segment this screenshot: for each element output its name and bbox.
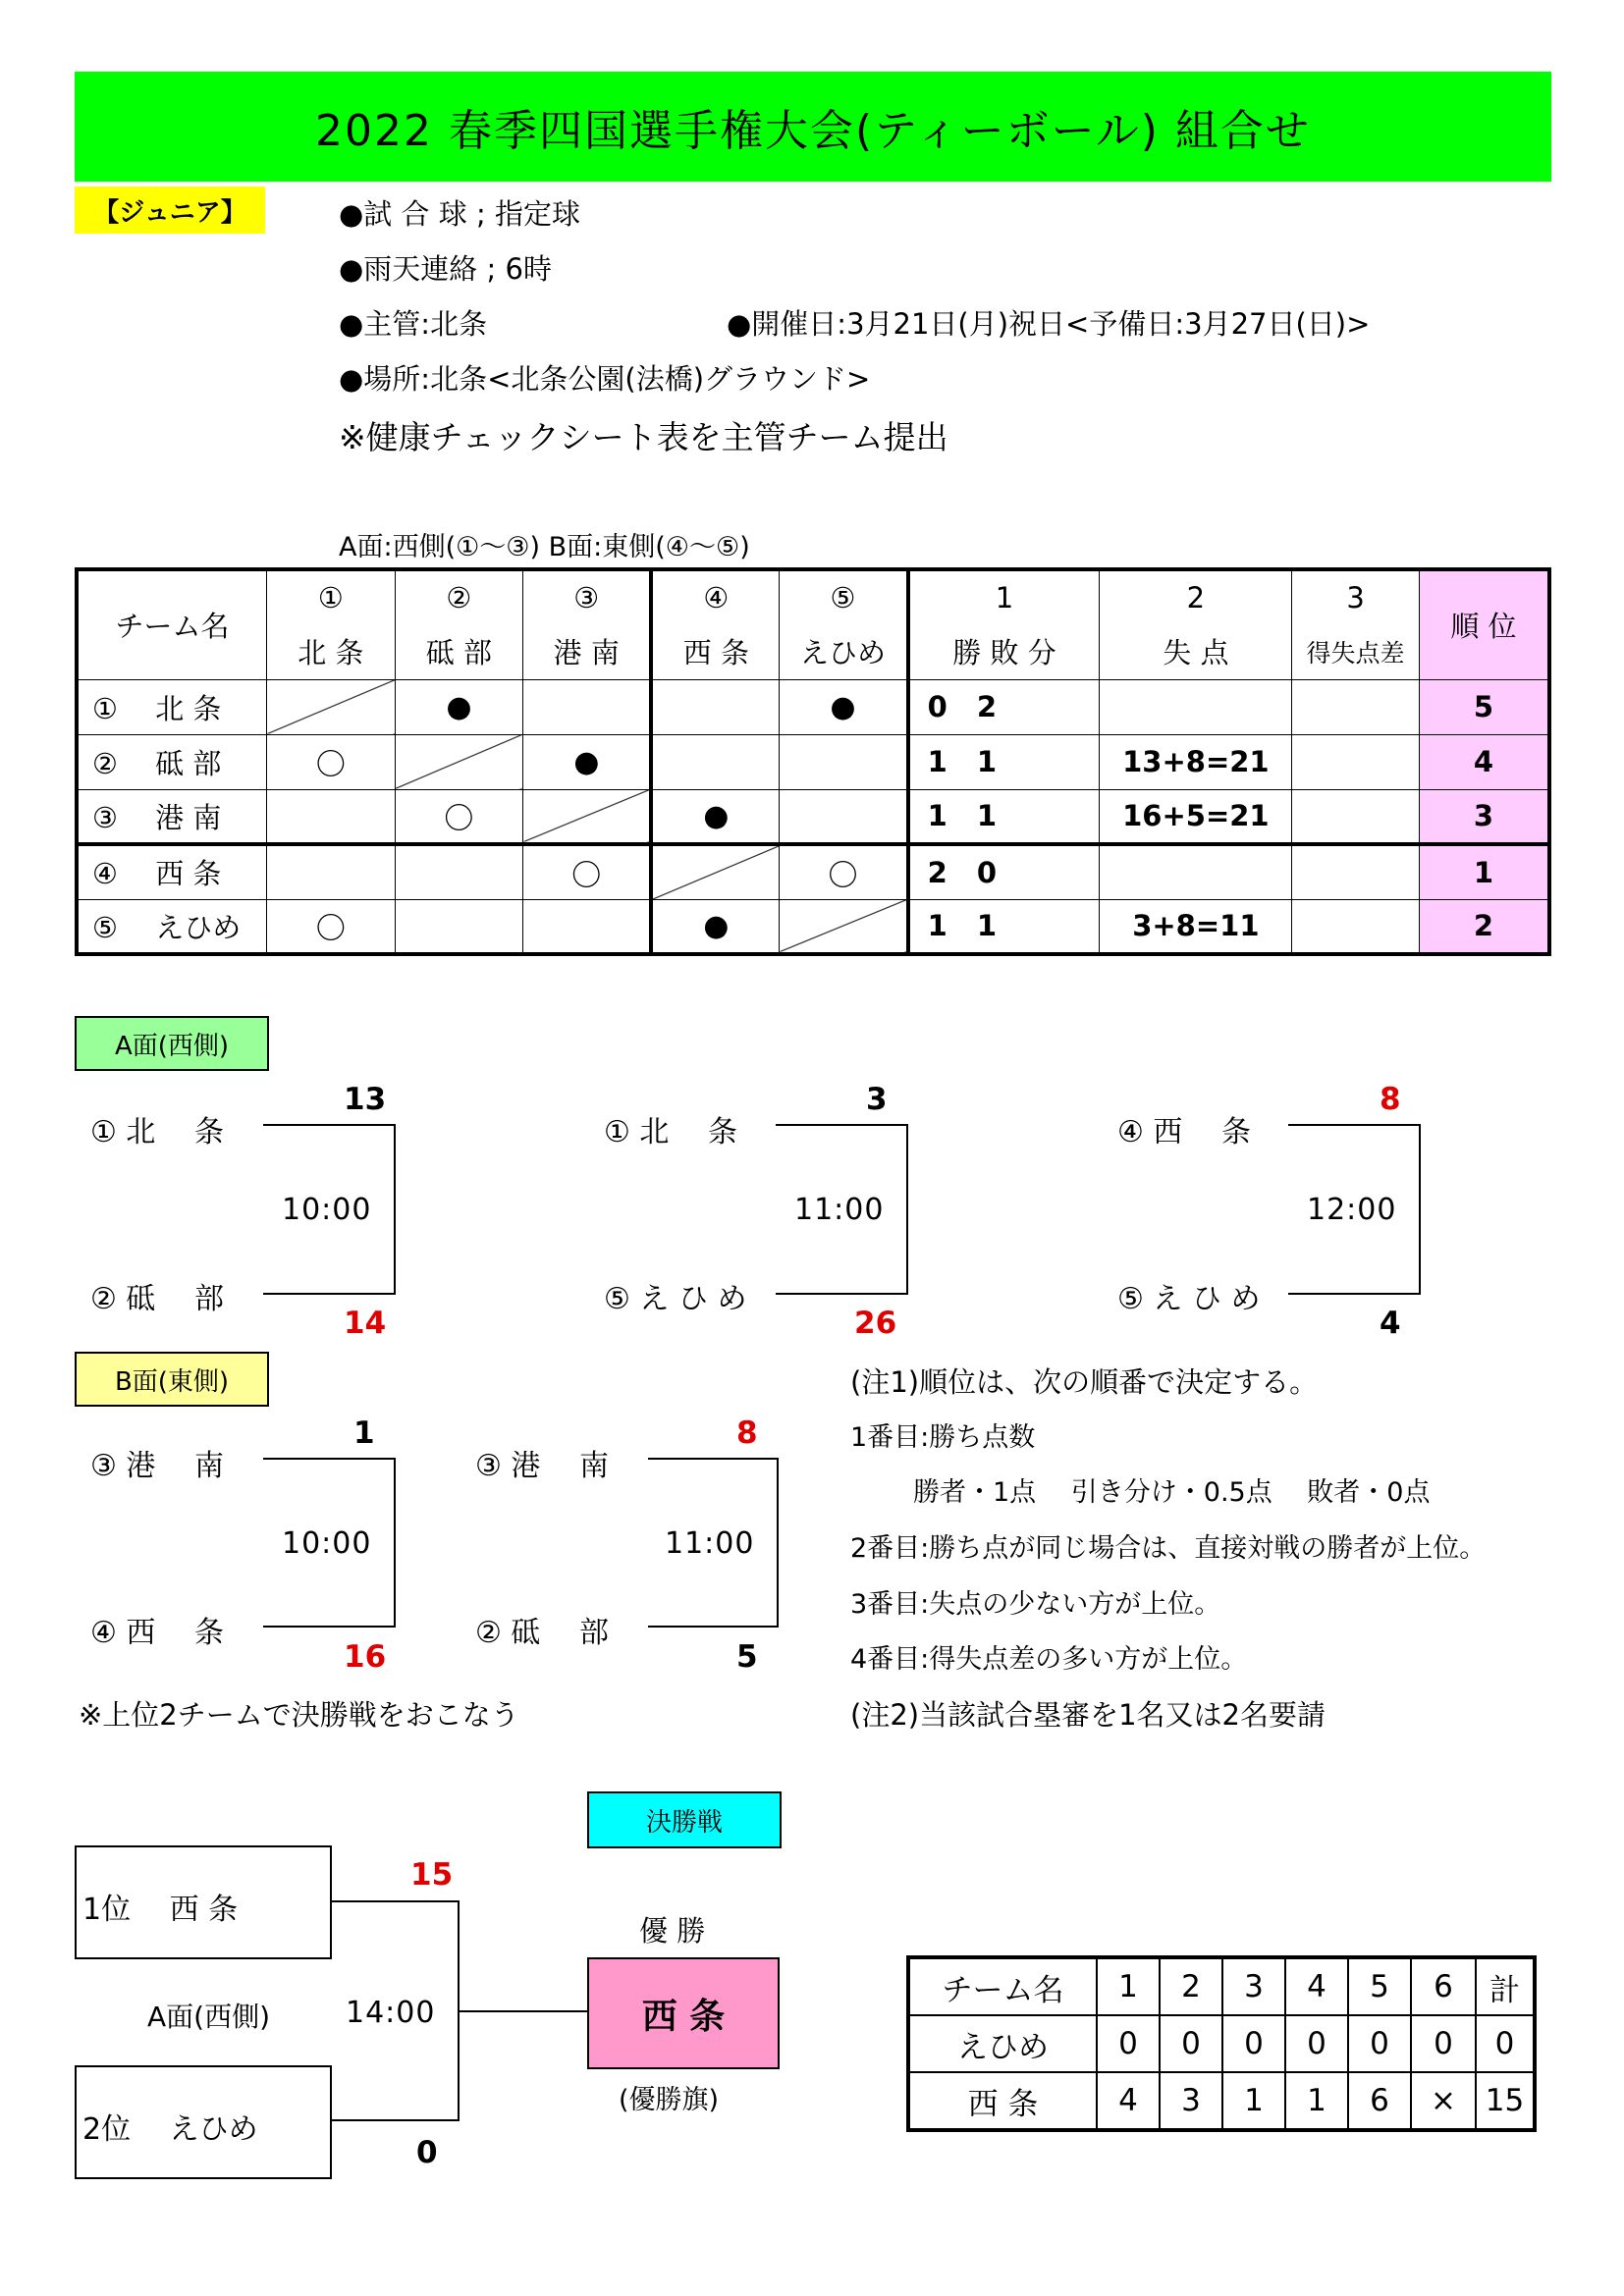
team-num: ① [92,691,118,725]
result-cell: ● [523,734,652,789]
stat-num: 3 [1292,569,1420,624]
game-a2-top-score: 3 [866,1082,888,1117]
champion-box: 西 条 [587,1957,780,2069]
info-health: ※健康チェックシート表を主管チーム提出 [339,418,948,456]
scoreboard-cell: 西 条 [908,2072,1097,2130]
col-num: ② [395,569,523,624]
info-ball: ●試 合 球 ; 指定球 [339,197,580,231]
note-line: 4番目:得失点差の多い方が上位。 [850,1644,1248,1675]
lost-cell: 13+8=21 [1100,734,1292,789]
note-line: 3番目:失点の少ない方が上位。 [850,1589,1221,1620]
col-name: 北 条 [267,624,396,679]
result-cell: 〇 [267,734,396,789]
scoreboard-cell: 3 [1160,2072,1222,2130]
lost-cell: 3+8=11 [1100,899,1292,954]
col-name: 西 条 [651,624,780,679]
final-note: ※上位2チームで決勝戦をおこなう [79,1698,519,1732]
game-a2-bottom-score: 26 [854,1306,897,1341]
result-cell: 〇 [267,899,396,954]
page-title: 2022 春季四国選手権大会(ティーボール) 組合せ [75,72,1551,182]
team-num: ③ [92,800,118,834]
champion-label: 優 勝 [639,1914,706,1948]
game-a1-top-score: 13 [344,1082,387,1117]
final-first-box [75,1845,332,1959]
game-a2-time: 11:00 [794,1193,885,1227]
game-a3-bottom-team: ⑤ え ひ め [1117,1282,1261,1316]
team-name: 砥 部 [155,746,222,780]
rank-cell: 5 [1419,679,1549,734]
result-cell: ● [780,679,908,734]
game-a2-bottom-team: ⑤ え ひ め [604,1282,747,1316]
col-name: 港 南 [523,624,652,679]
wl-cell: 1 1 [908,734,1100,789]
wl-cell: 2 0 [908,844,1100,899]
scoreboard-cell: 6 [1348,2072,1411,2130]
game-b2-bottom-team: ② 砥 部 [475,1616,609,1650]
rank-cell: 2 [1419,899,1549,954]
final-first-team: 1位 西 条 [82,1893,239,1927]
result-cell: ● [651,789,780,844]
team-name: 港 南 [155,800,222,834]
col-name: えひめ [780,624,908,679]
game-b1-top-score: 1 [353,1415,375,1451]
scoreboard-row [908,2015,1535,2072]
lost-cell: 16+5=21 [1100,789,1292,844]
wl-cell: 0 2 [908,679,1100,734]
final-court: A面(西側) [147,2001,271,2033]
scoreboard-header-cell: 計 [1476,1957,1535,2015]
stat-num: 2 [1100,569,1292,624]
note-line: 1番目:勝ち点数 [850,1422,1036,1453]
game-a1-bottom-team: ② 砥 部 [90,1282,224,1316]
note-line: 2番目:勝ち点が同じ場合は、直接対戦の勝者が上位。 [850,1533,1487,1564]
scoreboard-cell: 0 [1476,2015,1535,2072]
team-name: 西 条 [155,857,222,891]
result-cell: ● [651,899,780,954]
scoreboard-cell: 15 [1476,2072,1535,2130]
final-time: 14:00 [346,1996,436,2030]
wl-cell: 1 1 [908,899,1100,954]
info-rain: ●雨天連絡 ; 6時 [339,252,552,286]
scoreboard-header-cell: 3 [1222,1957,1285,2015]
scoreboard-cell: 0 [1097,2015,1160,2072]
game-a2-top-team: ① 北 条 [604,1115,737,1149]
note-line: (注2)当該試合塁審を1名又は2名要請 [850,1698,1326,1732]
note-line: 勝者・1点 引き分け・0.5点 敗者・0点 [913,1477,1431,1508]
game-a1-time: 10:00 [282,1193,372,1227]
info-host: ●主管:北条 [339,307,488,341]
team-header: チーム名 [77,569,267,679]
game-a3-top-score: 8 [1380,1082,1401,1117]
game-b1-bottom-team: ④ 西 条 [90,1616,224,1650]
col-num: ④ [651,569,780,624]
team-num: ② [92,746,118,780]
scoreboard-header-cell: 6 [1411,1957,1476,2015]
game-b1-time: 10:00 [282,1526,372,1561]
stat-name: 得失点差 [1292,624,1420,679]
final-second-team: 2位 えひめ [82,2112,258,2147]
col-name: 砥 部 [395,624,523,679]
scoreboard-header-cell: 5 [1348,1957,1411,2015]
scoreboard-header-cell: チーム名 [908,1957,1097,2015]
scoreboard-cell: 0 [1222,2015,1285,2072]
team-name: えひめ [155,910,242,944]
result-cell: 〇 [523,844,652,899]
scoreboard-cell: えひめ [908,2015,1097,2072]
col-num: ⑤ [780,569,908,624]
scoreboard-header [908,1957,1535,2015]
result-cell: 〇 [780,844,908,899]
col-num: ③ [523,569,652,624]
game-b2-top-score: 8 [736,1415,758,1451]
final-second-score: 0 [416,2135,438,2170]
scoreboard-cell: × [1411,2072,1476,2130]
scoreboard-header-cell: 1 [1097,1957,1160,2015]
champion-flag: (優勝旗) [619,2085,720,2115]
col-num: ① [267,569,396,624]
final-scoreboard [906,1955,1537,2132]
result-cell: ● [395,679,523,734]
info-place: ●場所:北条<北条公園(法橋)グラウンド> [339,362,871,396]
scoreboard-row [908,2072,1535,2130]
game-b2-top-team: ③ 港 南 [475,1449,609,1483]
game-b2-bottom-score: 5 [736,1639,758,1675]
stat-name: 勝 敗 分 [908,624,1100,679]
division-badge: 【ジュニア】 [75,187,265,234]
game-b1-top-team: ③ 港 南 [90,1449,224,1483]
note-line: (注1)順位は、次の順番で決定する。 [850,1365,1319,1399]
scoreboard-cell: 1 [1285,2072,1348,2130]
stat-num: 1 [908,569,1100,624]
scoreboard-cell: 4 [1097,2072,1160,2130]
final-first-score: 15 [410,1857,454,1893]
scoreboard-header-cell: 4 [1285,1957,1348,2015]
scoreboard-cell: 0 [1285,2015,1348,2072]
game-a3-bottom-score: 4 [1380,1306,1401,1341]
game-a3-time: 12:00 [1307,1193,1397,1227]
wl-cell: 1 1 [908,789,1100,844]
result-cell: 〇 [395,789,523,844]
final-label: 決勝戦 [587,1791,782,1848]
court-a-label: A面(西側) [75,1016,269,1071]
scoreboard-header-cell: 2 [1160,1957,1222,2015]
team-name: 北 条 [155,691,222,725]
rank-header: 順 位 [1419,569,1549,679]
final-second-box [75,2065,332,2179]
game-b1-bottom-score: 16 [344,1639,387,1675]
scoreboard-cell: 0 [1411,2015,1476,2072]
rank-cell: 3 [1419,789,1549,844]
game-a1-bottom-score: 14 [344,1306,387,1341]
scoreboard-cell: 1 [1222,2072,1285,2130]
game-a3-top-team: ④ 西 条 [1117,1115,1251,1149]
info-date: ●開催日:3月21日(月)祝日<予備日:3月27日(日)> [727,307,1371,341]
stat-name: 失 点 [1100,624,1292,679]
team-num: ④ [92,857,118,891]
rank-cell: 1 [1419,844,1549,899]
courts-note: A面:西側(①〜③) B面:東側(④〜⑤) [339,532,750,562]
scoreboard-cell: 0 [1160,2015,1222,2072]
scoreboard-cell: 0 [1348,2015,1411,2072]
court-b-label: B面(東側) [75,1352,269,1407]
team-num: ⑤ [92,910,118,944]
game-b2-time: 11:00 [665,1526,755,1561]
game-a1-top-team: ① 北 条 [90,1115,224,1149]
rank-cell: 4 [1419,734,1549,789]
